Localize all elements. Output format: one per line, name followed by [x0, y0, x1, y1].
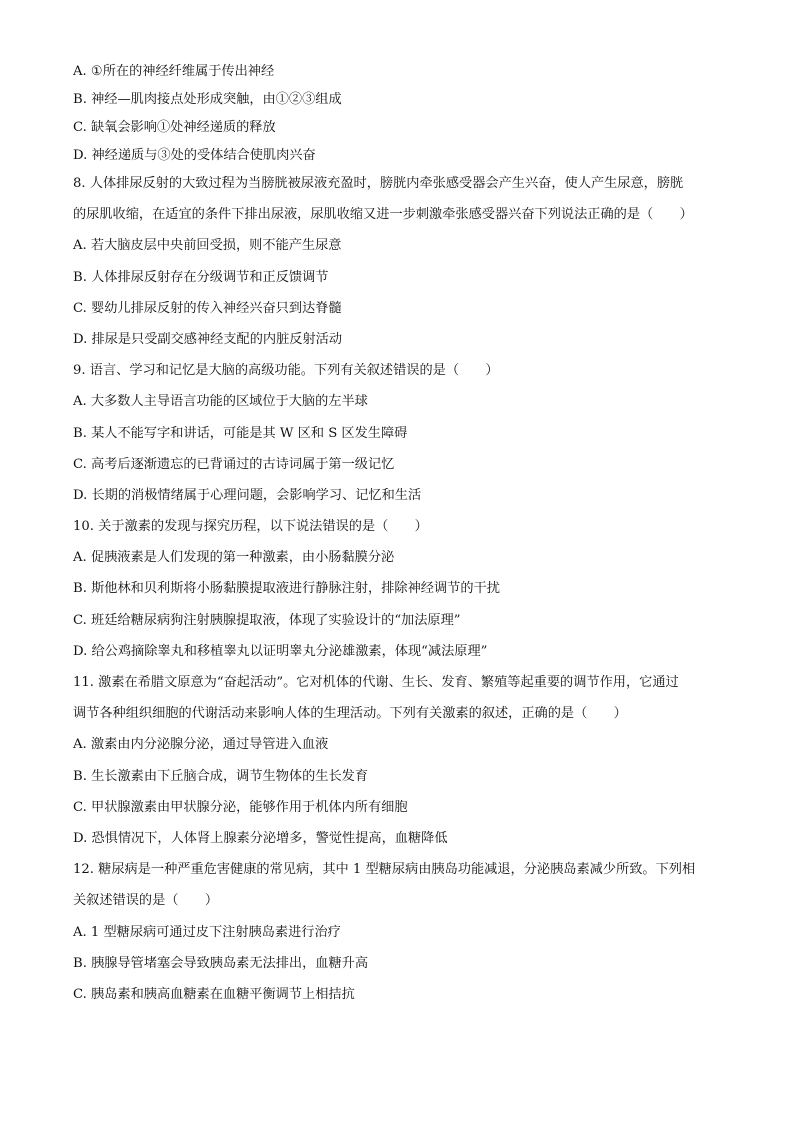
q7-option-b: B. 神经—肌肉接点处形成突触，由①②③组成	[73, 92, 342, 107]
q12-stem-line-1: 12. 糖尿病是一种严重危害健康的常见病，其中 1 型糖尿病由胰岛功能减退，分泌胰岛素减少所致。下列相	[73, 862, 696, 878]
q10-option-c: C. 班廷给糖尿病狗注射胰腺提取液，体现了实验设计的“加法原理”	[73, 612, 461, 628]
q8-option-a: A. 若大脑皮层中央前回受损，则不能产生尿意	[73, 238, 342, 254]
document-page	[73, 62, 725, 1016]
q10-stem: 10. 关于激素的发现与探究历程，以下说法错误的是（ ）	[73, 519, 428, 535]
q11-option-c: C. 甲状腺激素由甲状腺分泌，能够作用于机体内所有细胞	[73, 799, 408, 815]
q8-option-c: C. 婴幼儿排尿反射的传入神经兴奋只到达脊髓	[73, 300, 342, 316]
q7-option-a: A. ①所在的神经纤维属于传出神经	[73, 64, 275, 79]
q12-option-b: B. 胰腺导管堵塞会导致胰岛素无法排出，血糖升高	[73, 955, 369, 971]
q10-option-d: D. 给公鸡摘除睾丸和移植睾丸以证明睾丸分泌雄激素，体现“减法原理”	[73, 643, 488, 659]
q9-option-d: D. 长期的消极情绪属于心理问题，会影响学习、记忆和生活	[73, 487, 422, 503]
q12-stem-line-2: 关叙述错误的是（ ）	[73, 893, 219, 909]
q11-stem-line-1: 11. 激素在希腊文原意为“奋起活动”。它对机体的代谢、生长、发育、繁殖等起重要的调节作用，它通过	[73, 675, 679, 690]
q8-option-b: B. 人体排尿反射存在分级调节和正反馈调节	[73, 269, 329, 285]
q10-option-b: B. 斯他林和贝利斯将小肠黏膜提取液进行静脉注射，排除神经调节的干扰	[73, 581, 500, 597]
q8-stem-line-2: 的尿肌收缩，在适宜的条件下排出尿液，尿肌收缩又进一步刺激牵张感受器兴奋下列说法正确的是（ ）	[73, 207, 693, 223]
q8-option-d: D. 排尿是只受副交感神经支配的内脏反射活动	[73, 331, 343, 347]
q9-stem: 9. 语言、学习和记忆是大脑的高级功能。下列有关叙述错误的是（ ）	[73, 363, 499, 379]
q11-option-a: A. 激素由内分泌腺分泌，通过导管进入血液	[73, 737, 329, 753]
q9-option-a: A. 大多数人主导语言功能的区域位于大脑的左半球	[73, 394, 368, 410]
q9-option-c: C. 高考后逐渐遗忘的已背诵过的古诗词属于第一级记忆	[73, 456, 395, 472]
q8-stem-line-1: 8. 人体排尿反射的大致过程为当膀胱被尿液充盈时，膀胱内牵张感受器会产生兴奋，使人产生尿意，膀胱	[73, 176, 684, 191]
q10-option-a: A. 促胰液素是人们发现的第一种激素，由小肠黏膜分泌	[73, 550, 395, 566]
q12-option-c: C. 胰岛素和胰高血糖素在血糖平衡调节上相拮抗	[73, 986, 355, 1002]
q9-option-b: B. 某人不能写字和讲话，可能是其 W 区和 S 区发生障碍	[73, 425, 408, 441]
q12-option-a: A. 1 型糖尿病可通过皮下注射胰岛素进行治疗	[73, 924, 341, 940]
q11-stem-line-2: 调节各种组织细胞的代谢活动来影响人体的生理活动。下列有关激素的叙述，正确的是（ ）	[73, 706, 627, 722]
q11-option-d: D. 恐惧情况下，人体肾上腺素分泌增多，警觉性提高，血糖降低	[73, 830, 448, 846]
q11-option-b: B. 生长激素由下丘脑合成，调节生物体的生长发育	[73, 768, 369, 784]
q7-option-c: C. 缺氧会影响①处神经递质的释放	[73, 120, 276, 135]
q7-option-d: D. 神经递质与③处的受体结合使肌肉兴奋	[73, 148, 316, 163]
